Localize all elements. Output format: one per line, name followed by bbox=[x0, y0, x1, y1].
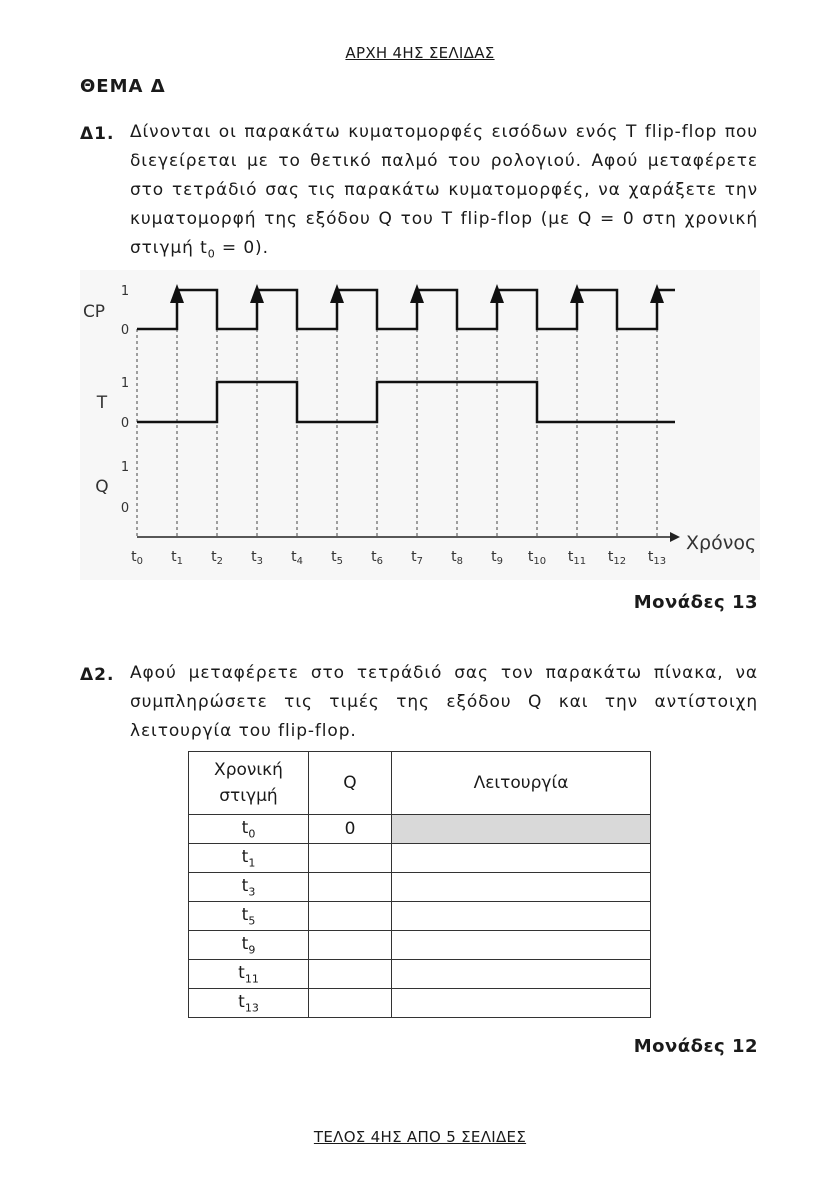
q-cell bbox=[309, 902, 392, 931]
d1-marks: Μονάδες 13 bbox=[633, 592, 758, 613]
time-cell: $t_1$ bbox=[189, 844, 309, 873]
timing-diagram bbox=[80, 270, 760, 580]
header-operation: Λειτουργία bbox=[392, 752, 651, 815]
header-q: Q bbox=[309, 752, 392, 815]
time-tick-label: $t_3$ bbox=[251, 549, 263, 567]
time-tick-label: $t_1$ bbox=[171, 549, 183, 567]
operation-cell bbox=[392, 844, 651, 873]
time-cell: $t_5$ bbox=[189, 902, 309, 931]
table-row bbox=[189, 902, 651, 931]
question-d1-text: Δίνονται οι παρακάτω κυματομορφές εισόδων ενός T flip-flop που διεγείρεται με το θετικό παλμό του ρολογιού. Αφού μεταφέρετε στο τετράδιό σας τις παρακάτω κυματομορφές, να χαράξετε την κυματομορφή της εξόδου Q του T flip-flop (με Q = 0 στη χρονική στιγμή $t_0 = 0$). bbox=[130, 122, 758, 261]
level-label-low: 0 bbox=[120, 501, 130, 516]
table-row bbox=[189, 931, 651, 960]
level-label-high: 1 bbox=[120, 284, 130, 299]
table-row bbox=[189, 873, 651, 902]
answer-table bbox=[188, 751, 651, 1018]
level-label-low: 0 bbox=[120, 416, 130, 431]
q-cell bbox=[309, 989, 392, 1018]
table-row bbox=[189, 815, 651, 844]
operation-cell bbox=[392, 873, 651, 902]
time-cell: $t_3$ bbox=[189, 873, 309, 902]
q-cell: 0 bbox=[309, 815, 392, 844]
time-cell: $t_{13}$ bbox=[189, 989, 309, 1018]
table-row bbox=[189, 844, 651, 873]
operation-cell bbox=[392, 931, 651, 960]
time-tick-label: $t_{12}$ bbox=[607, 549, 627, 567]
time-tick-label: $t_5$ bbox=[331, 549, 343, 567]
operation-cell bbox=[392, 960, 651, 989]
question-d2-label: Δ2. bbox=[80, 665, 115, 685]
q-cell bbox=[309, 931, 392, 960]
table-row bbox=[189, 960, 651, 989]
d2-marks: Μονάδες 12 bbox=[633, 1036, 758, 1057]
table-row bbox=[189, 989, 651, 1018]
time-tick-label: $t_9$ bbox=[491, 549, 503, 567]
time-tick-label: $t_6$ bbox=[371, 549, 383, 567]
time-axis-label: Χρόνος bbox=[686, 532, 757, 554]
page-header: ΑΡΧΗ 4ΗΣ ΣΕΛΙΔΑΣ bbox=[345, 44, 495, 62]
time-tick-label: $t_2$ bbox=[211, 549, 223, 567]
header-time: Χρονική στιγμή bbox=[189, 752, 309, 815]
time-cell: $t_9$ bbox=[189, 931, 309, 960]
level-label-low: 0 bbox=[120, 323, 130, 338]
theme-title: ΘΕΜΑ Δ bbox=[80, 76, 166, 97]
table-header-row bbox=[189, 752, 651, 815]
page-footer: ΤΕΛΟΣ 4ΗΣ ΑΠΟ 5 ΣΕΛΙΔΕΣ bbox=[313, 1128, 527, 1146]
time-tick-label: $t_7$ bbox=[411, 549, 423, 567]
level-label-high: 1 bbox=[120, 376, 130, 391]
question-d1-label: Δ1. bbox=[80, 124, 115, 144]
signal-label-q: Q bbox=[95, 477, 109, 497]
q-cell bbox=[309, 960, 392, 989]
time-tick-label: $t_{11}$ bbox=[567, 549, 587, 567]
time-tick-label: $t_{13}$ bbox=[647, 549, 667, 567]
time-tick-label: $t_8$ bbox=[451, 549, 463, 567]
time-cell: $t_0$ bbox=[189, 815, 309, 844]
q-cell bbox=[309, 844, 392, 873]
time-cell: $t_{11}$ bbox=[189, 960, 309, 989]
operation-cell-shaded bbox=[392, 815, 651, 844]
operation-cell bbox=[392, 902, 651, 931]
time-tick-label: $t_{10}$ bbox=[527, 549, 547, 567]
time-tick-label: $t_0$ bbox=[131, 549, 143, 567]
question-d2-text: Αφού μεταφέρετε στο τετράδιό σας τον παρακάτω πίνακα, να συμπληρώσετε τις τιμές της εξόδου Q και την αντίστοιχη λειτουργία του flip-flop. bbox=[130, 663, 758, 741]
q-cell bbox=[309, 873, 392, 902]
signal-label-cp: CP bbox=[82, 302, 106, 322]
time-tick-label: $t_4$ bbox=[291, 549, 303, 567]
operation-cell bbox=[392, 989, 651, 1018]
signal-label-t: T bbox=[96, 393, 108, 413]
level-label-high: 1 bbox=[120, 460, 130, 475]
